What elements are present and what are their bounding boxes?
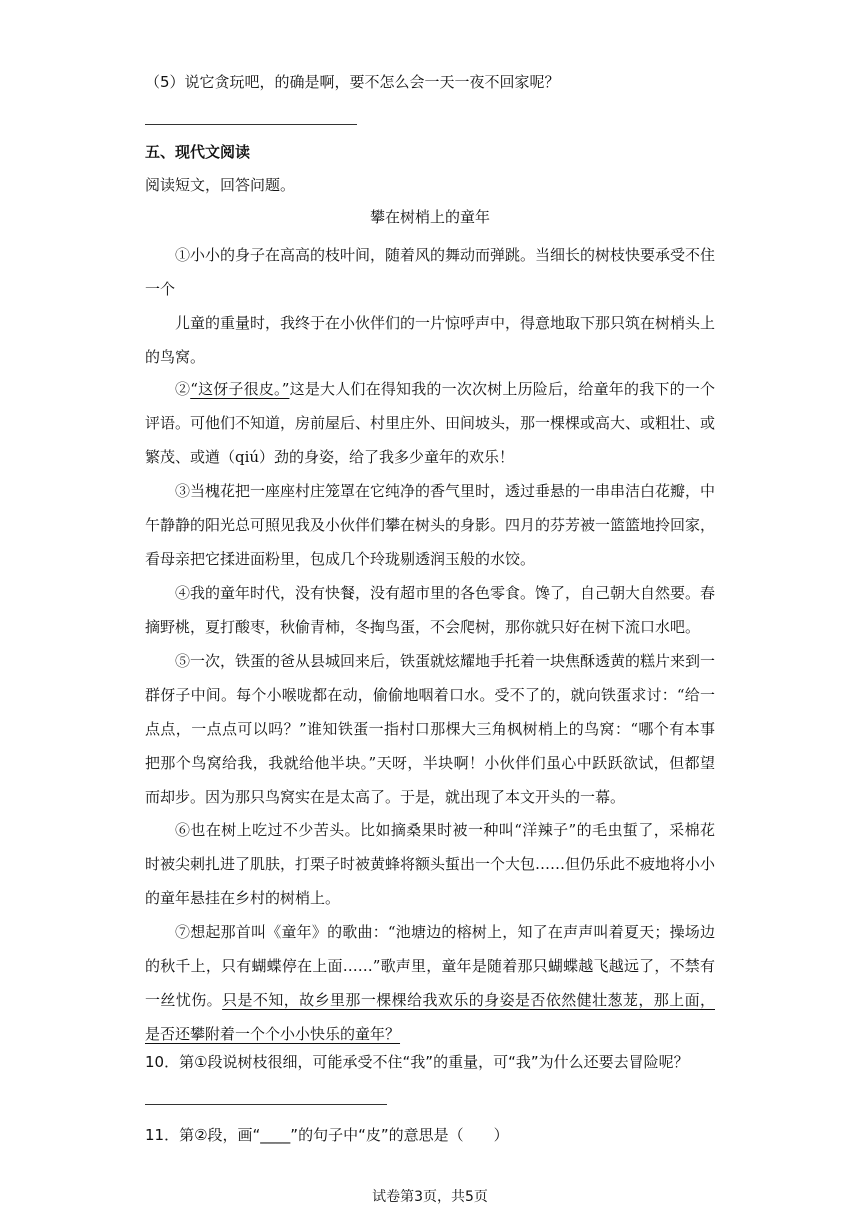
paragraph-5: ⑤一次，铁蛋的爸从县城回来后，铁蛋就炫耀地手托着一块焦酥透黄的糕片来到一群伢子中间。每个小喉咙都在动，偷偷地咽着口水。受不了的，就向铁蛋求讨：“给一点点，一点点可以吗？”谁知铁蛋一指村口那棵大三角枫树梢上的鸟窝：“哪个有本事把那个鸟窝给我，我就给他半块。”天呀，半块啊！小伙伴们虽心中跃跃欲试，但都望而却步。因为那只鸟窝实在是太高了。于是，就出现了本文开头的一幕。	[145, 652, 716, 806]
section-heading: 五、现代文阅读	[145, 143, 251, 161]
page-footer: 试卷第3页，共5页	[372, 1189, 488, 1205]
paragraph-7	[145, 915, 715, 1051]
underlined-quote: “这伢子很皮。”	[190, 380, 290, 398]
paragraph-2-number: ②	[175, 380, 191, 398]
reading-instruction: 阅读短文，回答问题。	[145, 176, 296, 194]
paragraph-1b: 儿童的重量时，我终于在小伙伴们的一片惊呼声中，得意地取下那只筑在树梢头上的鸟窝。	[145, 314, 716, 366]
paragraph-2	[145, 372, 715, 474]
paragraph-3: ③当槐花把一座座村庄笼罩在它纯净的香气里时，透过垂悬的一串串洁白花瓣，中午静静的阳光总可照见我及小伙伴们攀在树头的身影。四月的芬芳被一篮篮地拎回家，看母亲把它揉进面粉里，包成几个玲珑剔透润玉般的水饺。	[145, 482, 716, 568]
question-10: 10．第①段说树枝很细，可能承受不住“我”的重量，可“我”为什么还要去冒险呢？	[145, 1053, 689, 1071]
paragraph-1a: ①小小的身子在高高的枝叶间，随着风的舞动而弹跳。当细长的树枝快要承受不住一个	[145, 246, 716, 298]
paragraph-7-underlined: 只是不知，故乡里那一棵棵给我欢乐的身姿是否依然健壮葱茏，那上面，是否还攀附着一个个小小快乐的童年？	[145, 991, 715, 1043]
question-11: 11．第②段，画“____”的句子中“皮”的意思是（ ）	[145, 1126, 509, 1144]
answer-line-q10[interactable]	[145, 1104, 387, 1105]
paragraph-4: ④我的童年时代，没有快餐，没有超市里的各色零食。馋了，自己朝大自然要。春摘野桃，夏打酸枣，秋偷青柿，冬掏鸟蛋，不会爬树，那你就只好在树下流口水吧。	[145, 584, 716, 636]
question-5-sentence: （5）说它贪玩吧，的确是啊，要不怎么会一天一夜不回家呢？	[145, 73, 560, 91]
paragraph-6: ⑥也在树上吃过不少苦头。比如摘桑果时被一种叫“洋辣子”的毛虫蜇了，采棉花时被尖刺扎进了肌肤，打栗子时被黄蜂将额头蜇出一个大包……但仍乐此不疲地将小小的童年悬挂在乡村的树梢上。	[145, 821, 716, 907]
paragraph-7-text: ⑦想起那首叫《童年》的歌曲：“池塘边的榕树上，知了在声声叫着夏天；操场边的秋千上，只有蝴蝶停在上面……”歌声里，童年是随着那只蝴蝶越飞越远了，不禁有一丝忧伤。	[145, 923, 715, 1009]
paragraph-2-text: 这是大人们在得知我的一次次树上历险后，给童年的我下的一个评语。可他们不知道，房前屋后、村里庄外、田间坡头，那一棵棵或高大、或粗壮、或繁茂、或遒（qiú）劲的身姿，给了我多少童年的欢乐！	[145, 380, 716, 466]
article-title: 攀在树梢上的童年	[369, 208, 490, 226]
answer-line-q5[interactable]	[145, 124, 357, 125]
